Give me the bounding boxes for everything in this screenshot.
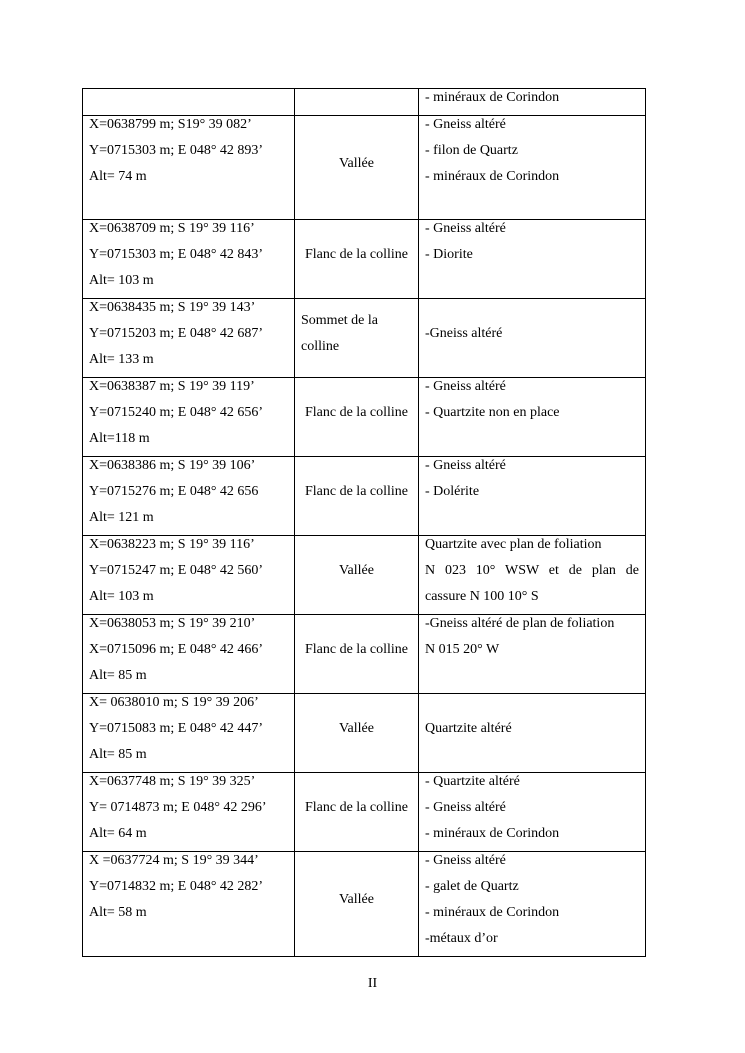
location-line: X=0638709 m; S 19° 39 116’	[89, 221, 255, 236]
table-row	[83, 116, 646, 220]
location-line: Y=0715276 m; E 048° 42 656	[89, 484, 259, 499]
geology-line: - filon de Quartz	[425, 143, 518, 158]
site-cell	[295, 773, 419, 852]
location-line: X=0638053 m; S 19° 39 210’	[89, 616, 256, 631]
location-line: Alt= 64 m	[89, 826, 147, 841]
geology-cell	[419, 220, 646, 299]
geology-line: - Gneiss altéré	[425, 800, 506, 815]
location-line: Y= 0714873 m; E 048° 42 296’	[89, 800, 267, 815]
geology-line: - Dolérite	[425, 484, 480, 499]
geology-line: - Quartzite altéré	[425, 774, 520, 789]
site-cell	[295, 457, 419, 536]
location-cell	[83, 694, 295, 773]
table-row	[83, 773, 646, 852]
location-cell	[83, 116, 295, 220]
geology-line: - Diorite	[425, 247, 473, 262]
site-line: Flanc de la colline	[304, 800, 409, 815]
location-line: X=0638386 m; S 19° 39 106’	[89, 458, 256, 473]
table-row	[83, 89, 646, 116]
geology-line: -Gneiss altéré de plan de foliation	[425, 616, 615, 631]
site-cell	[295, 378, 419, 457]
geology-line: - Gneiss altéré	[425, 117, 506, 132]
site-cell	[295, 615, 419, 694]
location-line: Alt= 133 m	[89, 352, 154, 367]
location-cell	[83, 89, 295, 116]
location-cell	[83, 615, 295, 694]
geology-cell	[419, 299, 646, 378]
site-cell	[295, 852, 419, 957]
site-line: Flanc de la colline	[304, 642, 409, 657]
geology-cell	[419, 116, 646, 220]
site-line: Flanc de la colline	[304, 484, 409, 499]
geology-line: - galet de Quartz	[425, 879, 519, 894]
location-line: X =0637724 m; S 19° 39 344’	[89, 853, 259, 868]
location-cell	[83, 773, 295, 852]
table-row	[83, 694, 646, 773]
page-number: II	[367, 976, 378, 991]
table-row	[83, 536, 646, 615]
location-cell	[83, 299, 295, 378]
location-line: Alt= 121 m	[89, 510, 154, 525]
site-cell	[295, 220, 419, 299]
site-cell	[295, 299, 419, 378]
location-line: Y=0715083 m; E 048° 42 447’	[89, 721, 264, 736]
site-line: Sommet de la	[301, 313, 378, 328]
table-row	[83, 378, 646, 457]
location-cell	[83, 378, 295, 457]
table-row	[83, 852, 646, 957]
geology-cell	[419, 773, 646, 852]
location-cell	[83, 536, 295, 615]
location-line: X=0638435 m; S 19° 39 143’	[89, 300, 256, 315]
table-body	[83, 89, 646, 957]
location-line: Y=0715303 m; E 048° 42 893’	[89, 143, 264, 158]
location-line: X=0638387 m; S 19° 39 119’	[89, 379, 255, 394]
geology-cell	[419, 457, 646, 536]
location-cell	[83, 457, 295, 536]
site-line: Flanc de la colline	[304, 247, 409, 262]
geology-line: Quartzite avec plan de foliation	[425, 537, 602, 552]
geology-line: Quartzite altéré	[425, 721, 512, 736]
geology-line: -métaux d’or	[425, 931, 498, 946]
location-cell	[83, 852, 295, 957]
location-line: Y=0715240 m; E 048° 42 656’	[89, 405, 264, 420]
location-cell	[83, 220, 295, 299]
site-cell	[295, 536, 419, 615]
location-line: X=0715096 m; E 048° 42 466’	[89, 642, 264, 657]
site-cell	[295, 694, 419, 773]
geology-line: N 015 20° W	[425, 642, 500, 657]
site-cell	[295, 116, 419, 220]
site-line: Vallée	[339, 155, 374, 171]
site-line: colline	[301, 339, 340, 354]
site-line: Vallée	[339, 892, 374, 907]
table-row	[83, 615, 646, 694]
location-line: Y=0714832 m; E 048° 42 282’	[89, 879, 264, 894]
location-line: Alt= 58 m	[89, 905, 147, 920]
table-row	[83, 457, 646, 536]
geology-line: N 023 10° WSW et de plan de	[425, 563, 639, 578]
geology-line: - minéraux de Corindon	[425, 169, 560, 184]
geology-cell	[419, 378, 646, 457]
geology-cell	[419, 852, 646, 957]
location-line: X=0638799 m; S19° 39 082’	[89, 117, 252, 132]
location-line: Alt= 103 m	[89, 589, 154, 604]
location-line: Alt= 85 m	[89, 668, 147, 683]
geology-line: - Gneiss altéré	[425, 853, 506, 868]
location-line: Alt= 85 m	[89, 747, 147, 762]
table-row	[83, 220, 646, 299]
geology-line: - minéraux de Corindon	[425, 905, 560, 920]
geology-line: cassure N 100 10° S	[425, 589, 539, 604]
location-line: Alt= 103 m	[89, 273, 154, 288]
location-line: X=0637748 m; S 19° 39 325’	[89, 774, 256, 789]
geology-cell	[419, 89, 646, 116]
location-line: Y=0715247 m; E 048° 42 560’	[89, 563, 264, 578]
location-line: Y=0715303 m; E 048° 42 843’	[89, 247, 264, 262]
outcrop-table	[82, 88, 646, 957]
geology-line: -Gneiss altéré	[425, 326, 503, 341]
location-line: X= 0638010 m; S 19° 39 206’	[89, 695, 259, 710]
site-cell	[295, 89, 419, 116]
site-line: Vallée	[339, 721, 374, 736]
location-line: Alt=118 m	[89, 431, 150, 446]
geology-line: - Gneiss altéré	[425, 379, 506, 394]
geology-line: - Quartzite non en place	[425, 405, 560, 420]
location-line: X=0638223 m; S 19° 39 116’	[89, 537, 255, 552]
table-row	[83, 299, 646, 378]
geology-cell	[419, 536, 646, 615]
geology-line: - Gneiss altéré	[425, 458, 506, 473]
geology-cell	[419, 694, 646, 773]
geology-line: - minéraux de Corindon	[425, 90, 560, 105]
location-line: Alt= 74 m	[89, 169, 147, 184]
geology-cell	[419, 615, 646, 694]
geology-line: - minéraux de Corindon	[425, 826, 560, 841]
site-line: Vallée	[339, 563, 374, 578]
site-line: Flanc de la colline	[304, 405, 409, 420]
location-line: Y=0715203 m; E 048° 42 687’	[89, 326, 264, 341]
geology-line: - Gneiss altéré	[425, 221, 506, 236]
